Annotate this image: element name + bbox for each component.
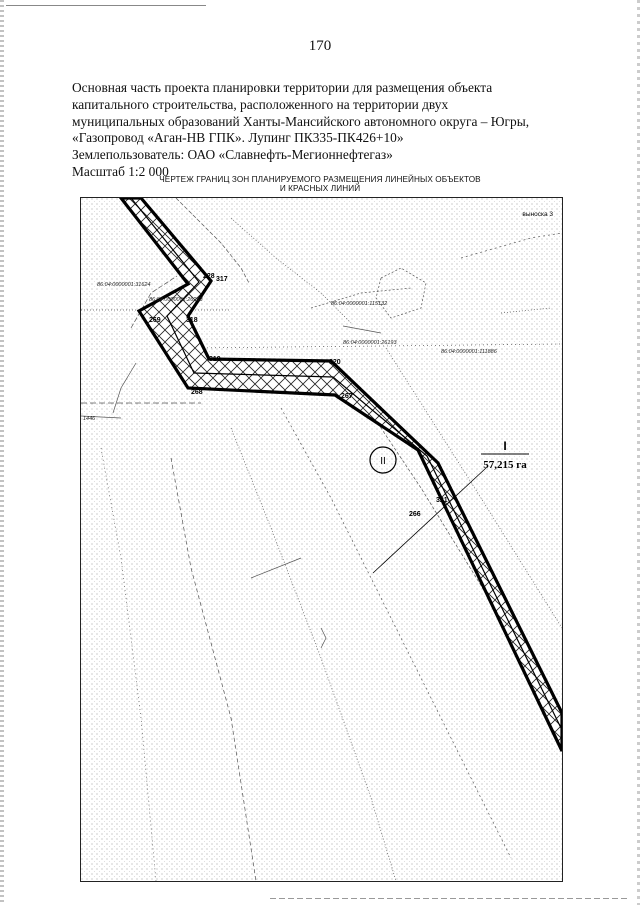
legend-zone-label: I <box>503 439 507 453</box>
zone-marker-label: II <box>380 456 386 467</box>
parcel-label-1: 86:04:0000001:31624 <box>97 282 151 288</box>
parcel-label-4: 86:04:0000001:26193 <box>343 340 397 346</box>
point-label-268: 268 <box>191 389 203 396</box>
header-line-6: Масштаб 1:2 000 <box>72 163 169 179</box>
scan-line-top <box>6 5 206 6</box>
header-line-1: Основная часть проекта планировки территории для размещения объекта <box>72 80 493 95</box>
page-number: 170 <box>308 38 332 54</box>
parcel-label-5: 86:04:0000001:111886 <box>441 349 497 355</box>
drawing-title <box>110 175 530 193</box>
scan-edge-left <box>0 0 4 905</box>
sheet-reference: выноска 3 <box>522 211 553 218</box>
legend-area: 57,215 га <box>483 459 527 471</box>
map-frame <box>80 197 563 882</box>
point-label-317: 317 <box>216 276 228 283</box>
point-label-321: 321 <box>436 497 448 504</box>
scan-line-bottom <box>270 898 630 899</box>
point-label-319: 319 <box>209 356 221 363</box>
point-label-318: 318 <box>186 317 198 324</box>
header-line-5: Землепользователь: ОАО «Славнефть-Мегионнефтегаз» <box>72 147 393 163</box>
left-edge-label: 1446 <box>83 416 96 422</box>
parcel-label-3: 86:04:0000001:115132 <box>331 301 388 307</box>
point-label-228: 228 <box>203 273 215 280</box>
point-label-320: 320 <box>329 359 341 366</box>
header-line-2: капитального строительства, расположенного на территории двух <box>72 96 449 112</box>
document-header <box>72 80 542 181</box>
drawing-title-line-2: И КРАСНЫХ ЛИНИЙ <box>279 184 361 193</box>
parcel-label-2: 86:04:0000001:26253 <box>149 297 203 303</box>
header-line-4: «Газопровод «Аган-НВ ГПК». Лупинг ПК335-ПК426+10» <box>72 130 404 146</box>
drawing-title-line-1: ЧЕРТЕЖ ГРАНИЦ ЗОН ПЛАНИРУЕМОГО РАЗМЕЩЕНИЯ ЛИНЕЙНЫХ ОБЪЕКТОВ <box>159 175 481 184</box>
planning-map <box>81 198 562 881</box>
point-label-267: 267 <box>341 393 353 400</box>
point-label-269: 269 <box>149 317 161 324</box>
header-line-3: муниципальных образований Ханты-Мансийского автономного округа – Югры, <box>72 113 530 129</box>
point-label-266: 266 <box>409 511 421 518</box>
